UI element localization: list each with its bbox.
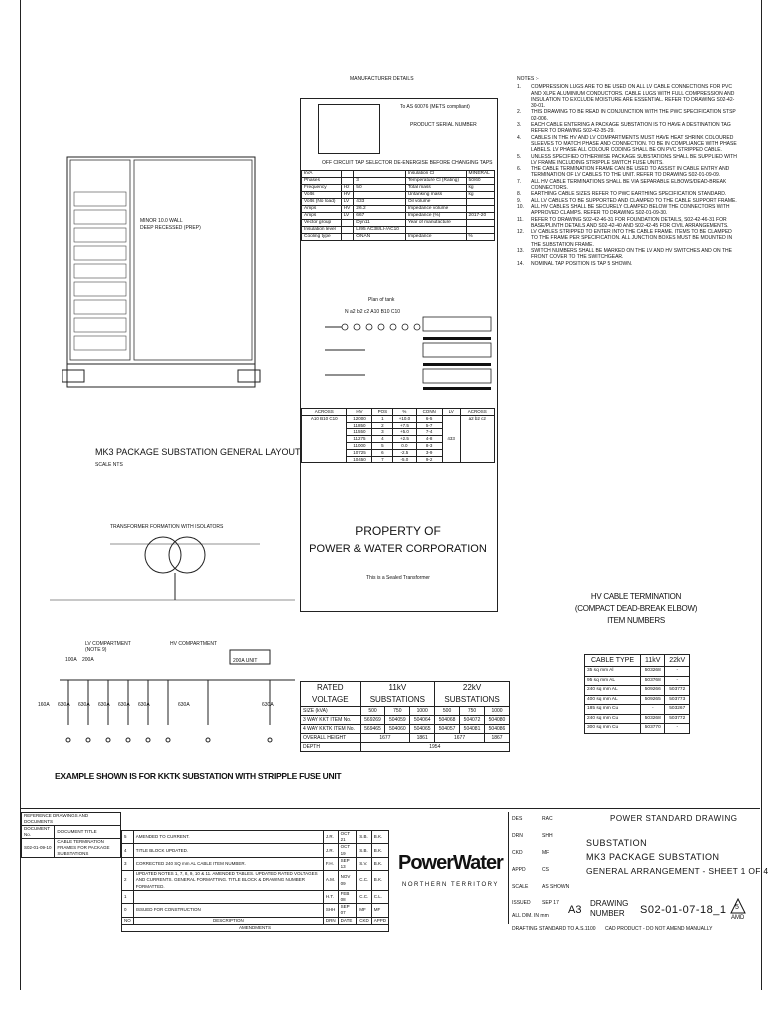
cable-row: 185 sq mm Cu - 503267 [585,705,690,715]
nameplate-row: Phases 3 Temperature Cl (Rating) 50/60 [302,178,495,185]
rating-row: 4 WAY KKTK ITEM No. 569465 504060 504065 504057 504081 504086 [301,725,510,734]
note-item: 12. LV CABLES STRIPPED TO ENTER INTO THE CABLE FRAME. ITEMS TO BE CLAMPED TO THE FRAME PER SPECIFICATION. ALL JUNCTION BOXES MUST BE MOUNTED IN THE SUBSTATION FRAME. [517,229,733,248]
revision-number: 5 [735,904,739,911]
drafting-standard: DRAFTING STANDARD TO A.S.1100 [512,926,596,932]
drawing-number-label-1: DRAWING [590,899,629,908]
notes-title: NOTES :- [517,76,539,82]
note-item: 3. EACH CABLE ENTERING A PACKAGE SUBSTATION IS TO HAVE A DESTINATION TAG REFER TO DRAWING S02-42-35-29. [517,122,731,135]
tap-row: 11550 3 +5.0 7-4 [302,429,495,436]
nameplate-row: Cooling type ONAN Impedance % [302,234,495,241]
layout-title: MK3 PACKAGE SUBSTATION GENERAL LAYOUT [95,447,301,457]
tap-changer-diagram [305,315,495,405]
amendment-row: 0 ISSUED FOR CONSTRUCTION SHH SEP 07 MF MF [122,904,389,917]
amendment-row: 2 UPDATED NOTES 1, 7, 8, 9, 10 & 11. AMENDED TABLES. UPDATED RATED VOLTAGES AND CURRENTS. GENERAL FORMATTING. TITLE BLOCK & DRAWING NUMBER FORMATTED. A.M. NOV 09 C.C. B.K. [122,871,389,891]
fuse-rating: 630A [178,702,190,708]
note-item: 13. SWITCH NUMBERS SHALL BE MARKED ON THE LV AND HV SWITCHES AND ON THE FRONT COVER TO THE SWITCHGEAR. [517,248,732,261]
note-item: 4. CABLES IN THE HV AND LV COMPARTMENTS MUST HAVE HEAT SHRINK COLOURED SLEEVES TO MATCH PHASE AND CONNECTION. TO BE IN COMPLIANCE WITH PHASE LABELS. LV PHASE ALL COLOUR CODING SHALL BE ON PVC STRIPPED CABLE. [517,134,737,154]
tap-table: ACROSS HV POS % CONN LV ACROSS A10 B10 C10 12000 1 +10.0 6-5 433 a2 b2 c2 11850 2 +7.5 5-7 11550 3 +5.0 7-4 11275 4 +2.5 4-8 11000 5 0.0 8-3 10725 6 -2.5 3-9 10450 7 -5.0 9-2 [301,408,495,463]
cable-table: CABLE TYPE 11kV 22kV 35 sq mm Al 503268 - 95 sq mm AL 503768 - 240 sq mm AL 509266 503772 400 sq mm AL 509265 503773 185 sq mm Cu - 503267 240 sq mm Cu 503268 503772 300 sq mm Cu 503770 - [584,654,690,734]
fuse-unit-label: 200A UNIT [233,658,258,664]
fuse-rating: 630A [262,702,274,708]
cable-title-2: (COMPACT DEAD-BREAK ELBOW) [574,604,698,613]
amendment-row: 5 AMENDED TO CURRENT. J.R. OCT 21 S.B. B.K. [122,831,389,844]
substation-layout-drawing [62,152,262,412]
fuse-rating: 630A [58,702,70,708]
layout-scale: SCALE NTS [95,462,123,468]
nameplate-row: kVA Insulation Cl MINERAL [302,171,495,178]
amendment-row: 1 H.T. FEB 08 C.C. C.L. [122,890,389,903]
dimensions-note: ALL DIM. IN mm [512,913,549,919]
fuse-rating: 630A [98,702,110,708]
tap-warning: OFF CIRCUIT TAP SELECTOR DE-ENERGISE BEFORE CHANGING TAPS [322,160,493,166]
tap-row: 10450 7 -5.0 9-2 [302,456,495,463]
drawing-title-2: MK3 PACKAGE SUBSTATION [586,852,720,862]
nameplate-row: Insulation level LI95 AC38/LI-/AC10 [302,227,495,234]
transformer-label: TRANSFORMER FORMATION WITH ISOLATORS [110,524,224,530]
note-item: 11. REFER TO DRAWING S02-42-46-31 FOR FOUNDATION DETAILS, S02-42-46-31 FOR BASE/PLINTH DETAILS AND S02-42-40 AND S02-42-45 FOR CIVIL ARRANGEMENTS. [517,216,729,229]
property-line-2: POWER & WATER CORPORATION [309,543,487,555]
standard-drawing-title: POWER STANDARD DRAWING [610,814,738,823]
standard-label: To AS 60076 (METS compliant) [400,104,470,110]
cable-row: 35 sq mm Al 503268 - [585,667,690,677]
fuse-rating: 630A [78,702,90,708]
note-item: 7. ALL HV CABLE TERMINATIONS SHALL BE VIA SEPARABLE ELBOWS/DEAD-BREAK CONNECTORS. [517,178,727,192]
note-item: 6. THE CABLE TERMINATION FRAME CAN BE USED TO ASSIST IN CABLE ENTRY AND TERMINATION OF LV CABLES TO THE UNIT. REFER TO DRAWING S02-01-09-09. [517,166,730,179]
rating-row: DEPTH 1954 [301,743,510,752]
serial-label: PRODUCT SERIAL NUMBER [410,122,477,128]
amendment-row: 4 TITLE BLOCK UPDATED. J.R. OCT 19 S.B. B.K. [122,844,389,857]
nameplate-row: Volts HV Untanking mass kg [302,192,495,199]
cabinet-label-1: MINOR 10.0 WALL [140,218,183,224]
notes-block [517,76,737,267]
reference-row: S02-01-09-10 CABLE TERMINATION FRAMES FOR PACKAGE SUBSTATIONS [22,839,121,858]
tap-row: 11850 2 +7.5 5-7 [302,422,495,429]
property-line-3: This is a Sealed Transformer [366,575,430,581]
nameplate-row: Amps HV 26.2 Impedance volume [302,206,495,213]
cable-title-1: HV CABLE TERMINATION [590,592,682,601]
drawing-title-1: SUBSTATION [586,838,648,848]
appd-label: APPD [512,867,526,873]
scale-label: SCALE [512,884,529,890]
note-item: 8. EARTHING CABLE SIZES REFER TO PWC EARTHING SPECIFICATION STANDARD. [517,191,727,198]
note-item: 5. UNLESS SPECIFIED OTHERWISE PACKAGE SUBSTATIONS SHALL BE SUPPLIED WITH LV FRAME INCLUDING STRIPPLE SWITCH FUSE UNITS. [517,153,737,166]
note-item: 9. ALL LV CABLES TO BE SUPPORTED AND CLAMPED TO THE CABLE SUPPORT FRAME. [517,197,737,204]
rating-row: 3 WAY KKT ITEM No. 569269 504059 504064 504068 504072 504080 [301,716,510,725]
cable-row: 240 sq mm AL 509266 503772 [585,686,690,696]
manufacturer-details-label: MANUFACTURER DETAILS [350,76,414,82]
amd-label: AMD [731,915,745,921]
territory-label: NORTHERN TERRITORY [402,882,499,888]
cable-row: 400 sq mm AL 509265 503773 [585,695,690,705]
scale-value: AS SHOWN [542,884,570,890]
drawing-number: S02-01-07-18_1 [640,904,727,916]
fuse-rating: 630A [118,702,130,708]
tank-plan-label: Plan of tank [368,297,395,303]
cabinet-label-2: DEEP RECESSED (PREP) [140,225,201,231]
nameplate-row: Amps LV 667 Impedance (%) 2017-20 [302,213,495,220]
fuse-rating-top-2: 200A [82,657,94,663]
single-line-schematic [30,530,310,770]
note-item: 1. COMPRESSION LUGS ARE TO BE USED ON ALL LV CABLE CONNECTIONS FOR PVC AND XLPE ALUMINIUM CONDUCTORS. CABLE LUGS WITH FULL COMPRESSION AND INSULATION TO EXCLUDE MOISTURE ARE ESSENTIAL. REFER TO DRAWING S02-42-30-01. [517,84,735,110]
lv-compartment-ref: (NOTE 9) [85,647,107,653]
drawing-title-3: GENERAL ARRANGEMENT - SHEET 1 OF 4 [586,866,769,876]
cable-row: 95 sq mm AL 503768 - [585,676,690,686]
terminals-label: N a2 b2 c2 A10 B10 C10 [345,309,401,315]
cable-row: 300 sq mm Cu 503770 - [585,724,690,734]
drn-label: DRN [512,833,523,839]
appd-value: CS [542,867,549,873]
nameplate-row: Vector group Dyn11 Year of manufacture [302,220,495,227]
title-block-divider [20,808,760,809]
fuse-rating-top-1: 100A [65,657,77,663]
hv-compartment-label: HV COMPARTMENT [170,641,218,647]
note-item: 14. NOMINAL TAP POSITION IS TAP 5 SHOWN. [517,260,633,267]
tap-row: 11275 4 +2.5 4-8 [302,436,495,443]
tap-row: 10725 6 -2.5 3-9 [302,449,495,456]
sheet-size: A3 [568,904,582,916]
rated-voltage-table: RATED VOLTAGE 11kV SUBSTATIONS 22kV SUBSTATIONS SIZE (kVA) 500 750 1000 500 750 1000 3 WAY KKT ITEM No. 569269 504059 504064 504068 504072 504080 4 WAY KKTK ITEM No. 569465 504060 504065 504057 504081 504086 OVERALL HEIGHT 1677 1861 1677 1867 DEPTH 1954 [300,681,510,752]
fuse-rating: 160A [38,702,50,708]
issued-value: SEP 17 [542,900,559,906]
nameplate-row: Frequency Hz 50 Total mass kg [302,185,495,192]
issued-label: ISSUED [512,900,531,906]
rating-row: SIZE (kVA) 500 750 1000 500 750 1000 [301,707,510,716]
tap-row: A10 B10 C10 12000 1 +10.0 6-5 433 a2 b2 c2 [302,415,495,422]
cable-row: 240 sq mm Cu 503268 503772 [585,714,690,724]
nameplate-row: Volts (No load) LV 433 Oil volume [302,199,495,206]
note-item: 2. THIS DRAWING TO BE READ IN CONJUNCTION WITH THE PWC SPECIFICATION STSP 02-006. [517,109,736,122]
cable-title-3: ITEM NUMBERS [607,616,665,625]
des-label: DES [512,816,523,822]
drn-value: SHH [542,833,553,839]
schematic-title: EXAMPLE SHOWN IS FOR KKTK SUBSTATION WITH STRIPPLE FUSE UNIT [55,771,342,781]
lv-compartment-label: LV COMPARTMENT [85,641,131,647]
drawing-number-label-2: NUMBER [590,909,625,918]
cad-product-note: CAD PRODUCT - DO NOT AMEND MANUALLY [605,926,713,932]
note-item: 10. ALL HV CABLES SHALL BE SECURELY CLAMPED BELOW THE CONNECTORS WITH APPROVED CLAMPS. REFER TO DRAWING S02-01-09-30. [517,203,730,217]
amendment-row: 3 CORRECTED 240 SQ mm AL CABLE ITEM NUMBER. F.H. SEP 13 S.V. B.K. [122,857,389,870]
nameplate-table [301,170,495,241]
company-logo: PowerWater [398,852,503,874]
amendments-table: 5 AMENDED TO CURRENT. J.R. OCT 21 S.B. B.K. 4 TITLE BLOCK UPDATED. J.R. OCT 19 S.B. B.K. 3 CORRECTED 240 SQ mm AL CABLE ITEM NUMBER. F.H. SEP 13 S.V. B.K. 2 UPDATED NOTES 1, 7, 8, 9, 10 & 11. AMENDED TABLES. UPDATED RATED VOLTAGES AND CURRENTS. GENERAL FORMATTING. TITLE BLOCK & DRAWING NUMBER FORMATTED. A.M. NOV 09 C.C. B.K. 1 H.T. FEB 08 C.C. C.L. 0 ISSUED FOR CONSTRUCTION SHH SEP 07 MF MF NO DESCRIPTION DRN DATE CKD APPD AMENDMENTS [121,830,389,932]
tap-row: 11000 5 0.0 8-3 [302,442,495,449]
property-line-1: PROPERTY OF [355,524,441,538]
rating-row: OVERALL HEIGHT 1677 1861 1677 1867 [301,734,510,743]
reference-drawings-table: REFERENCE DRAWINGS AND DOCUMENTS DOCUMENT No. DOCUMENT TITLE S02-01-09-10 CABLE TERMINATION FRAMES FOR PACKAGE SUBSTATIONS [21,812,121,858]
fuse-rating: 630A [138,702,150,708]
manufacturer-plate [318,104,380,154]
des-value: RAC [542,816,553,822]
ckd-value: MF [542,850,550,856]
ckd-label: CKD [512,850,523,856]
